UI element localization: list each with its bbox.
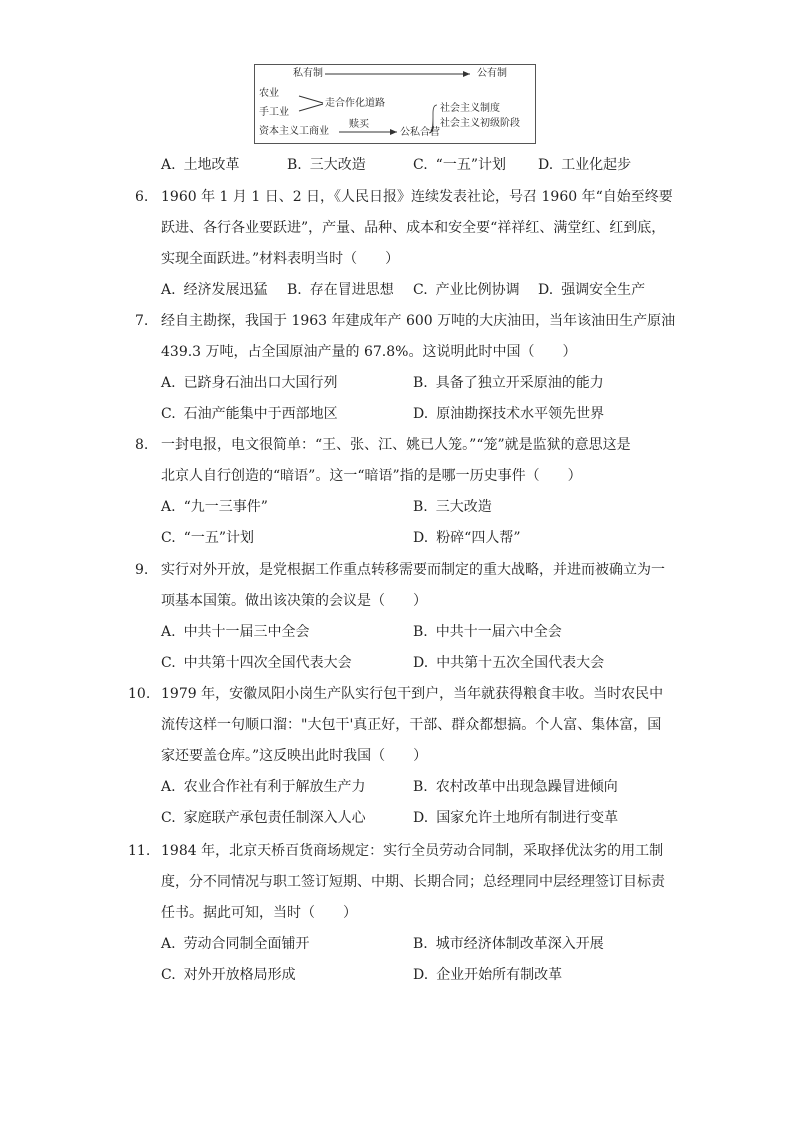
q11-option-a: A. 劳动合同制全面铺开 <box>161 936 310 952</box>
q8-number: 8. <box>135 437 149 453</box>
q11-option-b: B. 城市经济体制改革深入开展 <box>413 936 604 952</box>
q10-stem-line: 1979 年，安徽凤阳小岗生产队实行包干到户，当年就获得粮食丰收。当时农民中 <box>161 686 664 702</box>
q10-option-c: C. 家庭联产承包责任制深入人心 <box>161 810 366 826</box>
q9-stem-line: 实行对外开放，是党根据工作重点转移需要而制定的重大战略，并进而被确立为一 <box>161 562 665 578</box>
q9-number: 9. <box>135 562 149 578</box>
q8-option-a: A. “九一三事件” <box>161 499 268 515</box>
q10-option-d: D. 国家允许土地所有制进行变革 <box>413 810 619 826</box>
q11-stem-line: 任书。据此可知，当时（ ） <box>161 905 357 921</box>
q6-option-c: C. 产业比例协调 <box>413 282 520 298</box>
q11-stem-line: 1984 年，北京天桥百货商场规定：实行全员劳动合同制，采取择优汰劣的用工制 <box>161 843 664 859</box>
cooperation-road-label: 走合作化道路 <box>325 98 385 109</box>
handicraft-label: 手工业 <box>259 107 289 118</box>
q11-number: 11. <box>128 843 151 859</box>
public-ownership-label: 公有制 <box>477 68 507 79</box>
q5-option-a: A. 土地改革 <box>161 157 240 173</box>
q6-number: 6. <box>135 189 149 205</box>
q6-stem-line: 实现全面跃进。”材料表明当时（ ） <box>161 251 400 267</box>
agriculture-branch-line <box>299 96 323 103</box>
q6-option-d: D. 强调安全生产 <box>538 282 646 298</box>
q8-option-b: B. 三大改造 <box>413 499 492 515</box>
q7-option-c: C. 石油产能集中于西部地区 <box>161 406 338 422</box>
q7-number: 7. <box>135 313 149 329</box>
q10-stem-line: 家还要盖仓库。”这反映出此时我国（ ） <box>161 748 428 764</box>
private-ownership-label: 私有制 <box>293 68 323 79</box>
q11-option-c: C. 对外开放格局形成 <box>161 967 296 983</box>
q8-stem-line: 一封电报，电文很简单：“王、张、江、姚已人笼。”“笼”就是监狱的意思这是 <box>161 437 631 453</box>
primary-stage-label: 社会主义初级阶段 <box>440 118 520 129</box>
q9-stem-line: 项基本国策。做出该决策的会议是（ ） <box>161 593 427 609</box>
q6-option-b: B. 存在冒进思想 <box>287 282 394 298</box>
handicraft-branch-line <box>299 104 323 111</box>
q9-option-b: B. 中共十一届六中全会 <box>413 624 562 640</box>
q8-option-d: D. 粉碎“四人帮” <box>413 530 521 546</box>
capitalist-commerce-label: 资本主义工商业 <box>259 126 329 137</box>
q7-option-d: D. 原油勘探技术水平领先世界 <box>413 406 605 422</box>
q6-stem-line: 1960 年 1 月 1 日、2 日，《人民日报》连续发表社论，号召 1960 年“自始至终要 <box>161 189 673 205</box>
q9-option-d: D. 中共第十五次全国代表大会 <box>413 655 605 671</box>
q8-stem-line: 北京人自行创造的“暗语”。这一“暗语”指的是哪一历史事件（ ） <box>161 468 582 484</box>
q7-option-b: B. 具备了独立开采原油的能力 <box>413 375 604 391</box>
socialist-system-label: 社会主义制度 <box>440 103 500 114</box>
q7-stem-line: 439.3 万吨，占全国原油产量的 67.8%。这说明此时中国（ ） <box>161 344 577 360</box>
q10-number: 10. <box>128 686 151 702</box>
q5-option-d: D. 工业化起步 <box>538 157 632 173</box>
q5-option-c: C. “一五”计划 <box>413 157 506 173</box>
q9-option-c: C. 中共第十四次全国代表大会 <box>161 655 352 671</box>
q5-option-b: B. 三大改造 <box>287 157 366 173</box>
q10-stem-line: 流传这样一句顺口溜："大包干'真正好，干部、群众都想搞。个人富、集体富，国 <box>161 717 662 733</box>
q11-stem-line: 度，分不同情况与职工签订短期、中期、长期合同；总经理同中层经理签订目标责 <box>161 874 665 890</box>
q7-stem-line: 经自主勘探，我国于 1963 年建成年产 600 万吨的大庆油田，当年该油田生产原油 <box>161 313 676 329</box>
q7-option-a: A. 已跻身石油出口大国行列 <box>161 375 338 391</box>
q6-option-a: A. 经济发展迅猛 <box>161 282 268 298</box>
q10-option-a: A. 农业合作社有利于解放生产力 <box>161 779 366 795</box>
q8-option-c: C. “一五”计划 <box>161 530 254 546</box>
agriculture-label: 农业 <box>259 88 279 99</box>
q9-option-a: A. 中共十一届三中全会 <box>161 624 310 640</box>
q11-option-d: D. 企业开始所有制改革 <box>413 967 563 983</box>
q10-option-b: B. 农村改革中出现急躁冒进倾向 <box>413 779 618 795</box>
ownership-transformation-diagram <box>254 64 536 144</box>
buyout-label: 赎买 <box>349 119 369 130</box>
joint-venture-label: 公私合营 <box>400 127 440 138</box>
q6-stem-line: 跃进、各行各业要跃进”，产量、品种、成本和安全要“祥祥红、满堂红、红到底， <box>161 220 666 236</box>
